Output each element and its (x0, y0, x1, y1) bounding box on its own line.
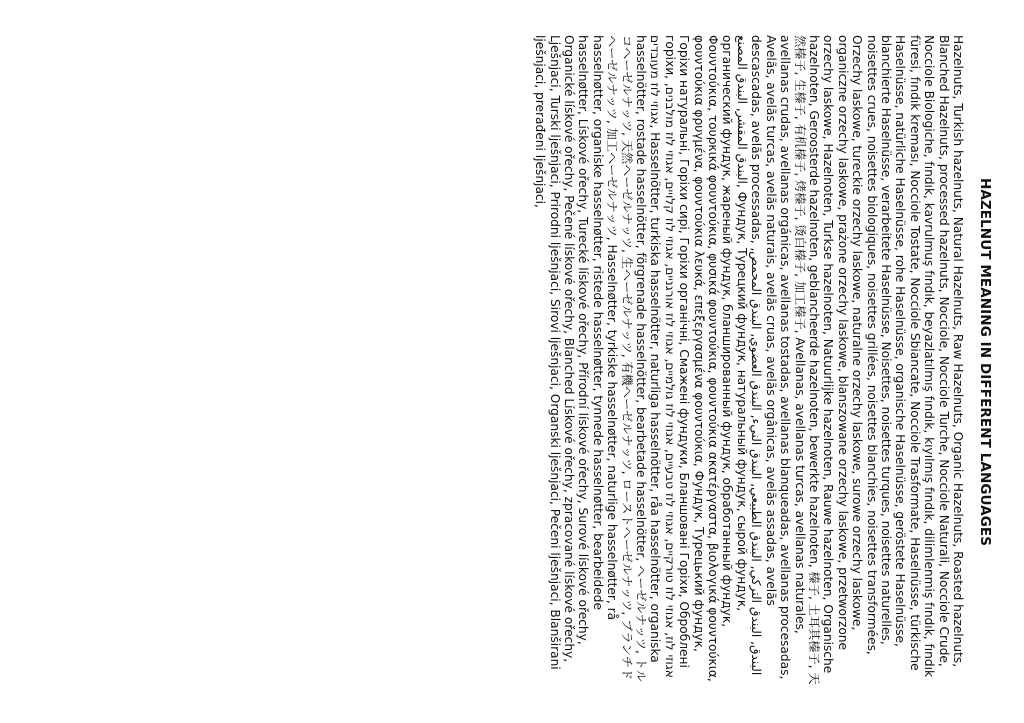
document-page (17, 17, 1007, 707)
hazelnut-translations-paragraph: Hazelnuts, Turkish hazelnuts, Natural Hazelnuts, Raw Hazelnuts, Organic Hazelnuts, Roasted hazelnuts, Blanched Hazelnuts, processed hazelnuts, Nocciole, Nocciole Turche, Nocciole Naturali, Nocciole Crude, Nocciole Biologiche, fındık, kavrulmuş fındık, beyazlatılmış fındık, kıyılmış fındık, dilimlenmiş fındık, fındık füresi, fındık kreması, Nocciole Tostate, Nocciole Sbiancate, Nocciole Trasformate, Haselnüsse, türkische Haselnüsse, natürliche Haselnüsse, rohe Haselnüsse, organische Haselnüsse, geröstete Haselnüsse, blanchierte Haselnüsse, verarbeitete Haselnüsse, Noisettes, noisettes turques, noisettes naturelles, noisettes crues, noisettes biologiques, noisettes grillées, noisettes blanchies, noisettes transformées, Orzechy laskowe, tureckie orzechy laskowe, naturalne orzechy laskowe, surowe orzechy laskowe, organiczne orzechy laskowe, prażone orzechy laskowe, blanszowane orzechy laskowe, przetworzone orzechy laskowe, Hazelnoten, Turkse hazelnoten, Natuurlijke hazelnoten, Rauwe hazelnoten, Organische hazelnoten, Geroosterde hazelnoten, geblancheerde hazelnoten, bewerkte hazelnoten, 榛子, 土耳其榛子, 天然榛子, 生榛子, 有机榛子, 烤榛子, 烫白榛子, 加工榛子, Avellanas, avellanas turcas, avellanas naturales, avellanas crudas, avellanas orgánicas, avellanas tostadas, avellanas blanqueadas, avellanas procesadas, Avelãs, avelãs turcas, avelãs naturais, avelãs cruas, avelãs orgânicas, avelãs assadas, avelãs descascadas, avelãs processadas, البندق, البندق التركي, البندق الطبيعي, البندق النيء, البندق العضوي, البندق المحمص, البندق المقشر, البندق المصنع, Фундук, Турецкий фундук, натуральный фундук, сырой фундук, органический фундук, жареный фундук, бланшированный фундук, обработанный фундук, Φουντούκια, τουρκικά φουντούκια, φυσικά φουντούκια, φουντούκια ακατέργαστα, βιολογικά φουντούκια, φουντούκια φρυγμένα, φουντούκια λευκά, επεξεργασμένα φουντούκια, Фундук, Турецький фундук, Горіхи натуральні, Горіхи сирі, Горіхи органічні, Смажені фундуки, Бланшовані Горіхи, Оброблені горіхи, אגוזי לוז, אגוזי לוז טורקיים, אגוזי לוז טבעיים, אגוזי לוז גולמיים, אגוזי לוז אורגניים, אגוזי לוז קלויים, אגוזי לוז מולבנים, אגוזי לוז מעובדים, Hasselnötter, turkiska hasselnötter, naturliga hasselnötter, råa hasselnötter, organiska hasselnötter, rostade hasselnötter, förgrenade hasselnötter, bearbetade hasselnötter, ヘーゼルナッツ, トルコヘーゼルナッツ, 天然ヘーゼルナッツ, 生ヘーゼルナッツ, 有機ヘーゼルナッツ, ローストヘーゼルナッツ, ブランチドヘーゼルナッツ, 加工ヘーゼルナッツ, Hasselnøtter, tyrkiske hasselnøtter, naturlige hasselnøtter, rå hasselnøtter, organiske hasselnøtter, ristede hasselnøtter, tynnede hasselnøtter, bearbeidede hasselnøtter, Lískové ořechy, Turecké lískové ořechy, Přírodní lískové ořechy, Surové lískové ořechy, Organické lískové ořechy, Pečené lískové ořechy, Blanched Lískové ořechy, zpracované lískové ořechy, Lješnjaci, Turski lješnjaci, Prirodni lješnjaci, Sirovi lješnjaci, Organski lješnjaci, Pečeni lješnjaci, Blanširani lješnjaci, prerađeni lješnjaci, (533, 34, 965, 685)
document-title: HAZELNUT MEANING IN DIFFERENT LANGUAGES (977, 177, 993, 546)
